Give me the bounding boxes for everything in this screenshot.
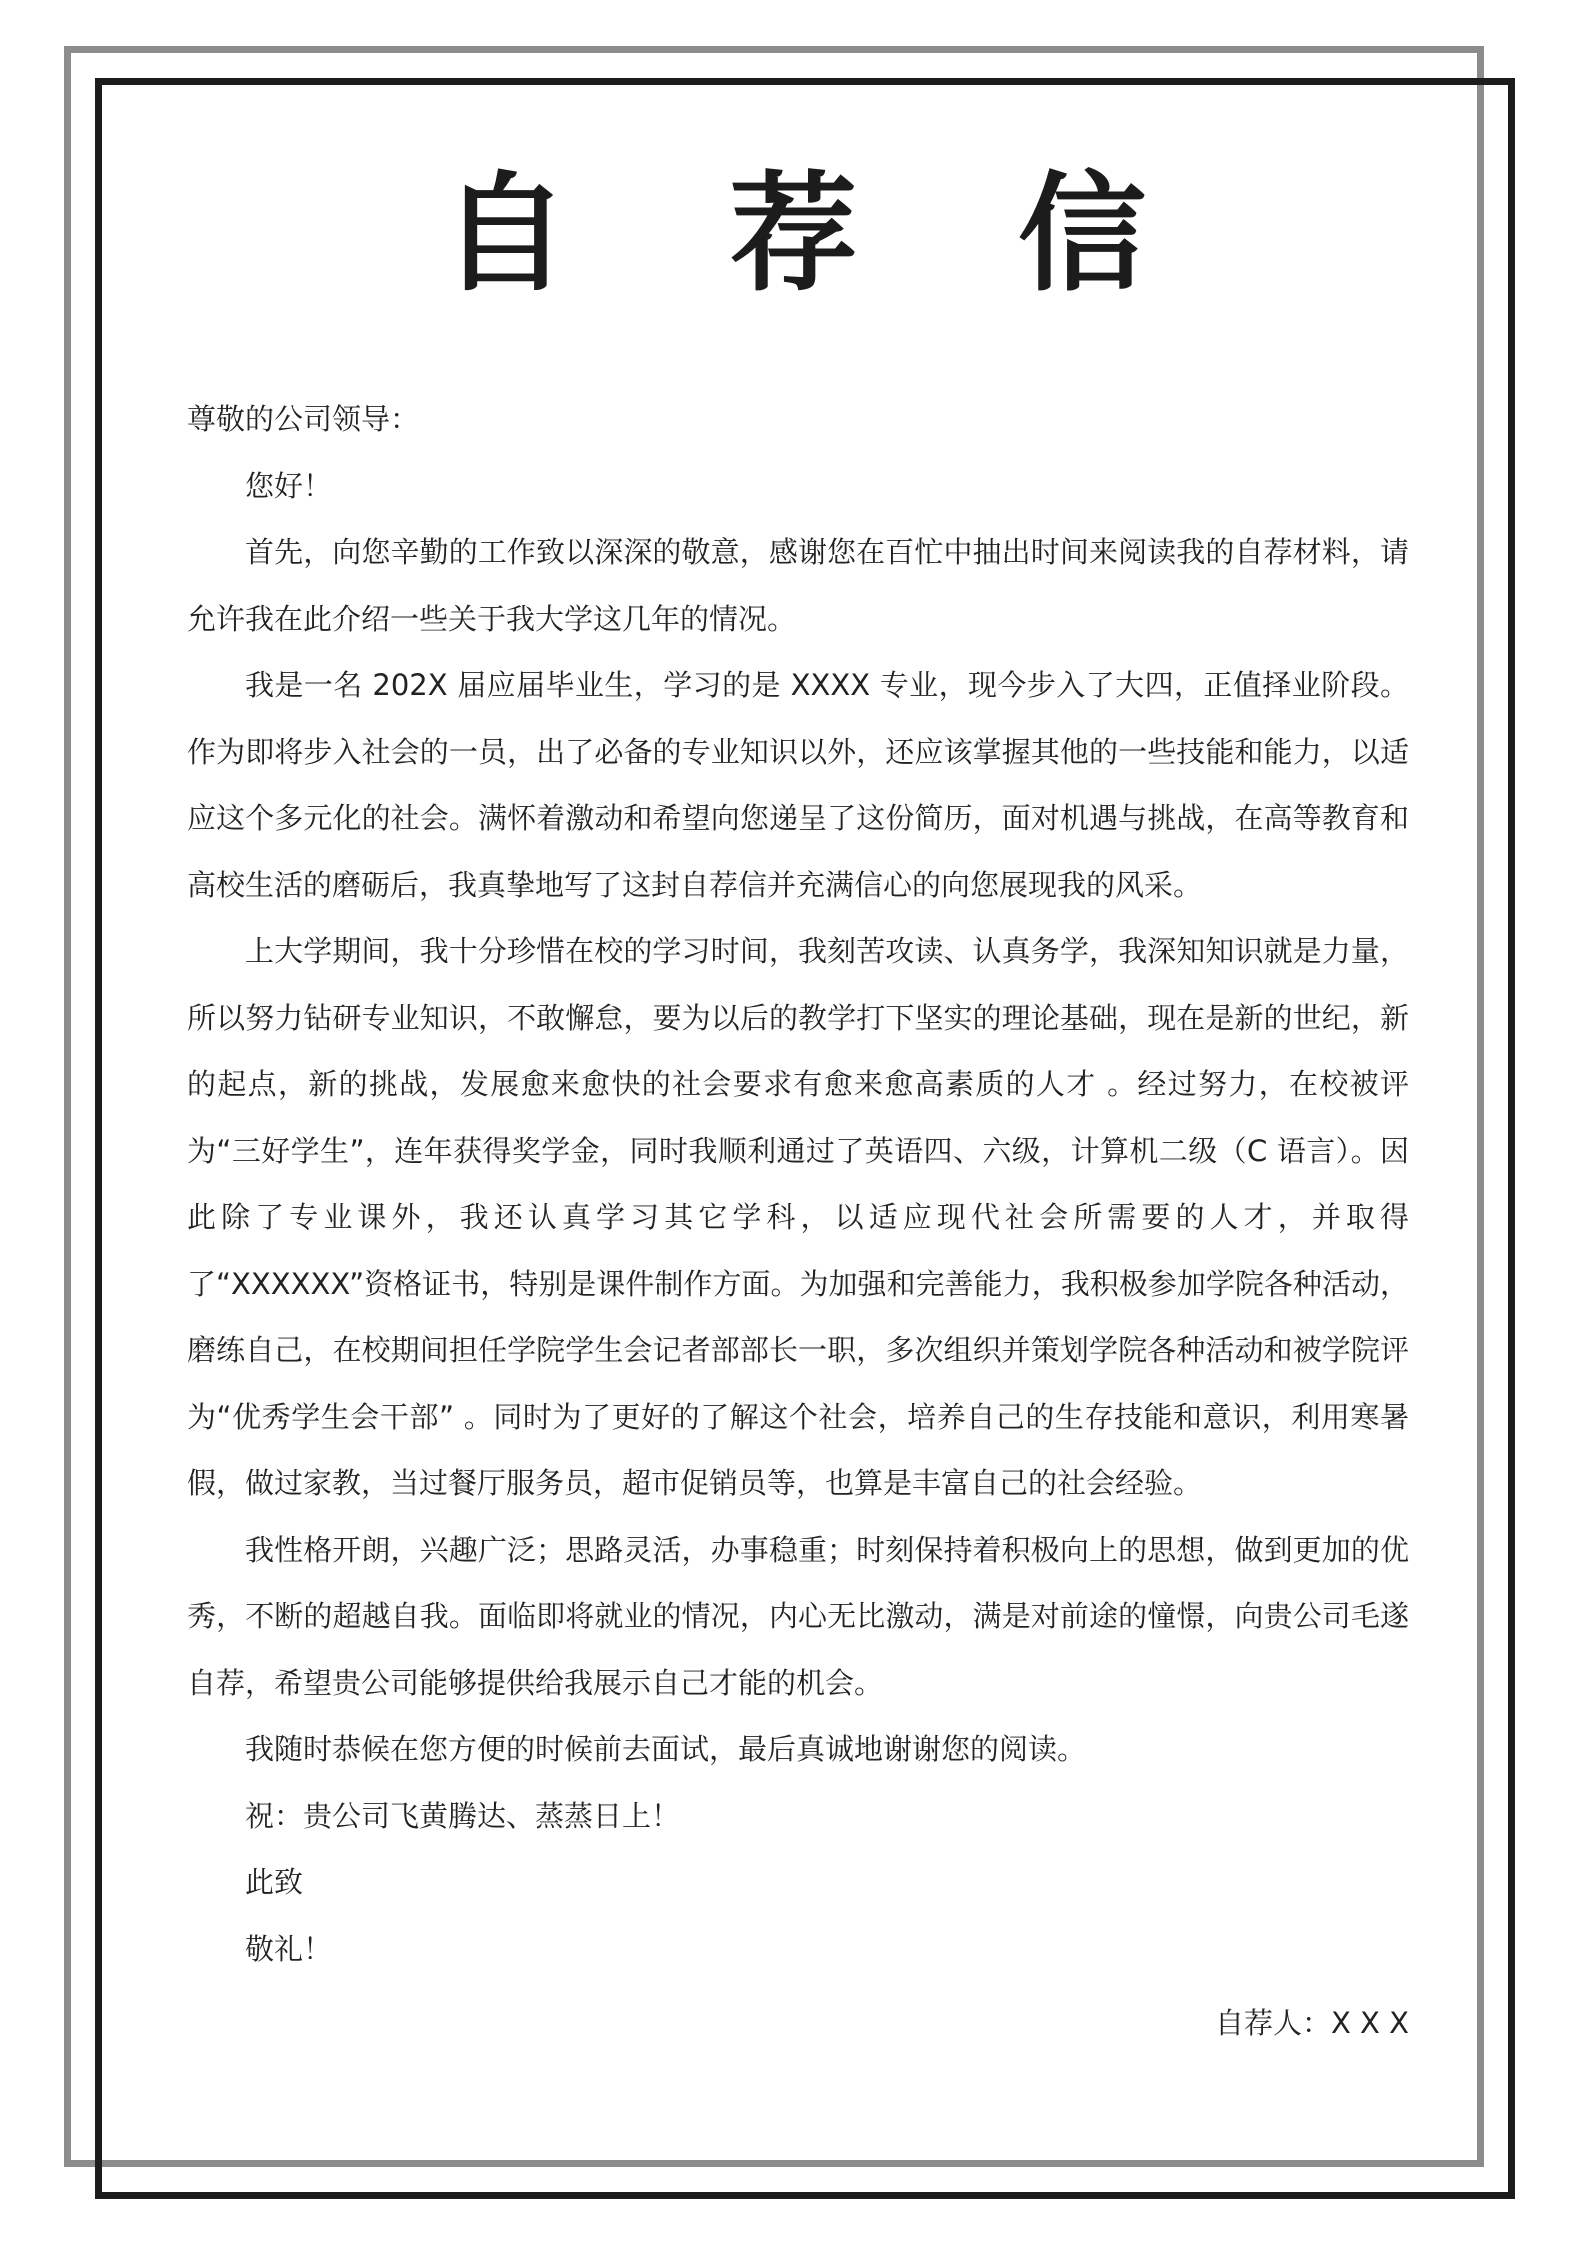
- greeting: 您好！: [245, 468, 333, 503]
- salutation: 尊敬的公司领导：: [187, 402, 420, 436]
- paragraph-background: 我是一名 202X 届应届毕业生，学习的是 XXXX 专业，现今步入了大四，正值择业阶段。作为即将步入社会的一员，出了必备的专业知识以外，还应该掌握其他的一些技能和能力，以适应这个多元化的社会。满怀着激动和希望向您递呈了这份简历，面对机遇与挑战，在高等教育和高校生活的磨砺后，我真挚地写了这封自荐信并充满信心的向您展现我的风采。: [187, 668, 1409, 902]
- closing-line-1: 此致: [245, 1865, 304, 1899]
- paragraph-personality: 我性格开朗，兴趣广泛；思路灵活，办事稳重；时刻保持着积极向上的思想，做到更加的优秀，不断的超越自我。面临即将就业的情况，内心无比激动，满是对前途的憧憬，向贵公司毛遂自荐，希望贵公司能够提供给我展示自己才能的机会。: [187, 1532, 1409, 1700]
- paragraph-intro: 首先，向您辛勤的工作致以深深的敬意，感谢您在百忙中抽出时间来阅读我的自荐材料，请允许我在此介绍一些关于我大学这几年的情况。: [187, 535, 1409, 636]
- signature: 自荐人：X X X: [1214, 2006, 1409, 2040]
- paragraph-university: 上大学期间，我十分珍惜在校的学习时间，我刻苦攻读、认真务学，我深知知识就是力量，所以努力钻研专业知识，不敢懈怠，要为以后的教学打下坚实的理论基础，现在是新的世纪，新的起点，新的挑战，发展愈来愈快的社会要求有愈来愈高素质的人才 。经过努力，在校被评为“三好学生”，连年获得奖学金，同时我顺利通过了英语四、六级，计算机二级（C 语言）。因此除了专业课外，我还认真学习其它学科，以适应现代社会所需要的人才，并取得了“XXXXXX”资格证书，特别是课件制作方面。为加强和完善能力，我积极参加学院各种活动，磨练自己，在校期间担任学院学生会记者部部长一职，多次组织并策划学院各种活动和被学院评为“优秀学生会干部” 。同时为了更好的了解这个社会，培养自己的生存技能和意识，利用寒暑假，做过家教，当过餐厅服务员，超市促销员等，也算是丰富自己的社会经验。: [187, 934, 1409, 1500]
- letter-body: [187, 386, 1409, 1982]
- closing-line-2: 敬礼！: [245, 1931, 333, 1966]
- paragraph-interview: 我随时恭候在您方便的时候前去面试，最后真诚地谢谢您的阅读。: [245, 1732, 1087, 1766]
- wish-line: 祝：贵公司飞黄腾达、蒸蒸日上！: [245, 1798, 681, 1833]
- page-title: 自 荐 信: [440, 160, 1205, 309]
